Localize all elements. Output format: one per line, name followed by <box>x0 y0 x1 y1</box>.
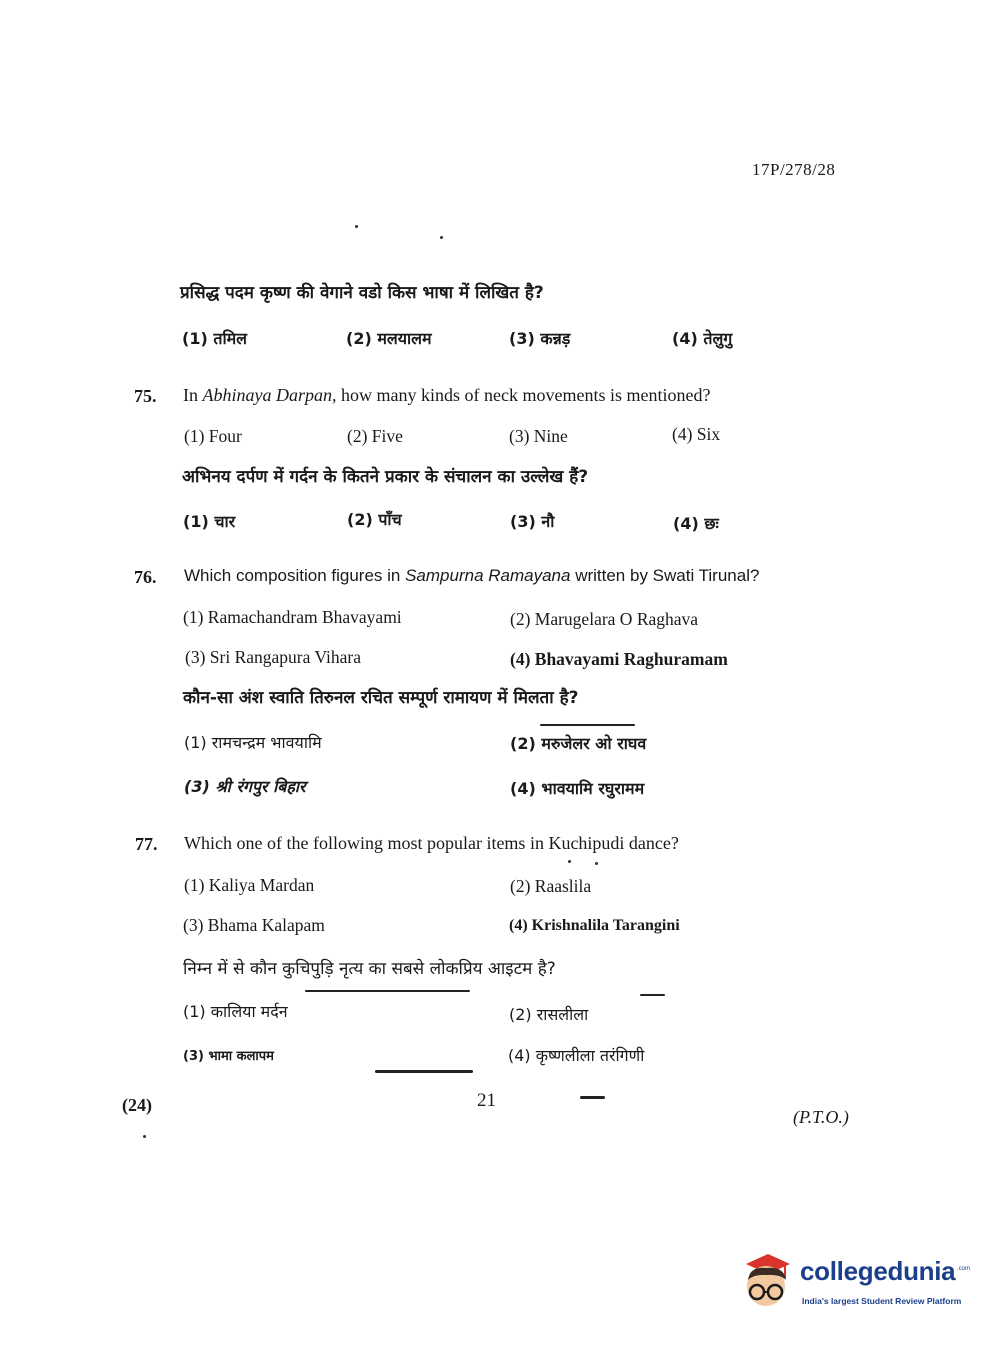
q74-hindi-question: प्रसिद्ध पदम कृष्ण की वेगाने वडो किस भाषा में लिखित है? <box>180 283 544 303</box>
q77-hindi-option-2: (2) रासलीला <box>509 1005 589 1024</box>
page-number: 21 <box>477 1090 496 1111</box>
pen-mark <box>580 1096 605 1099</box>
pen-mark <box>640 994 665 996</box>
pen-mark <box>305 990 470 992</box>
q76-question: Which composition figures in Sampurna Ramayana written by Swati Tirunal? <box>184 566 760 585</box>
q74-hindi-option-2: (2) मलयालम <box>346 329 432 348</box>
q76-option-3: (3) Sri Rangapura Vihara <box>185 647 361 667</box>
pen-mark <box>375 1070 473 1073</box>
q76-option-1: (1) Ramachandram Bhavayami <box>183 607 402 627</box>
q75-option-2: (2) Five <box>347 426 403 446</box>
q77-option-2: (2) Raaslila <box>510 876 592 896</box>
q74-hindi-option-1: (1) तमिल <box>182 329 248 348</box>
q76-option-2: (2) Marugelara O Raghava <box>510 609 699 629</box>
q76-option-4: (4) Bhavayami Raghuramam <box>510 649 728 669</box>
q76-hindi-question: कौन-सा अंश स्वाति तिरुनल रचित सम्पूर्ण रामायण में मिलता है? <box>183 688 579 708</box>
page-code: 17P/278/28 <box>752 160 836 179</box>
student-mascot-icon <box>740 1250 798 1314</box>
q75-option-4: (4) Six <box>672 424 721 444</box>
q75-hindi-option-4: (4) छः <box>673 514 719 533</box>
q77-hindi-option-3: (3) भामा कलापम <box>183 1049 274 1064</box>
q77-question: Which one of the following most popular items in Kuchipudi dance? <box>184 833 679 853</box>
q77-hindi-option-4: (4) कृष्णलीला तरंगिणी <box>508 1046 645 1065</box>
q76-hindi-option-4: (4) भावयामि रघुरामम <box>510 779 645 798</box>
q77-hindi-question: निम्न में से कौन कुचिपुड़ि नृत्य का सबसे लोकप्रिय आइटम है? <box>183 959 556 979</box>
q75-option-3: (3) Nine <box>509 426 568 446</box>
collegedunia-logo <box>740 1250 970 1320</box>
q75-hindi-option-3: (3) नौ <box>510 512 555 531</box>
q75-option-1: (1) Four <box>184 426 242 446</box>
q76-hindi-option-3: (3) श्री रंगपुर बिहार <box>184 777 306 796</box>
booklet-code: (24) <box>122 1095 152 1115</box>
q75-hindi-option-2: (2) पाँच <box>347 510 402 529</box>
scan-speck <box>568 860 571 863</box>
scan-speck <box>440 236 443 239</box>
scan-speck <box>355 225 358 228</box>
q77-option-3: (3) Bhama Kalapam <box>183 915 325 935</box>
q77-hindi-option-1: (1) कालिया मर्दन <box>183 1002 288 1021</box>
q76-hindi-option-1: (1) रामचन्द्रम भावयामि <box>184 733 322 752</box>
q75-number: 75. <box>134 386 157 406</box>
q75-hindi-question: अभिनय दर्पण में गर्दन के कितने प्रकार के संचालन का उल्लेख हैं? <box>182 467 589 487</box>
q74-hindi-option-3: (3) कन्नड़ <box>509 329 571 348</box>
logo-tagline: India's largest Student Review Platform <box>802 1296 962 1306</box>
logo-wordmark: collegedunia <box>800 1256 956 1286</box>
pen-mark <box>540 724 635 726</box>
q75-question: In Abhinaya Darpan, how many kinds of neck movements is mentioned? <box>183 385 711 405</box>
q76-number: 76. <box>134 567 157 587</box>
scan-speck <box>143 1135 146 1138</box>
q77-option-4: (4) Krishnalila Tarangini <box>509 917 680 934</box>
q75-hindi-option-1: (1) चार <box>183 512 236 531</box>
q77-number: 77. <box>135 834 158 854</box>
scan-speck <box>595 862 598 865</box>
logo-domain: .com <box>957 1266 971 1272</box>
please-turn-over: (P.T.O.) <box>793 1107 849 1127</box>
q76-hindi-option-2: (2) मरुजेलर ओ राघव <box>510 734 647 753</box>
q77-option-1: (1) Kaliya Mardan <box>184 875 315 895</box>
q74-hindi-option-4: (4) तेलुगु <box>672 329 733 348</box>
